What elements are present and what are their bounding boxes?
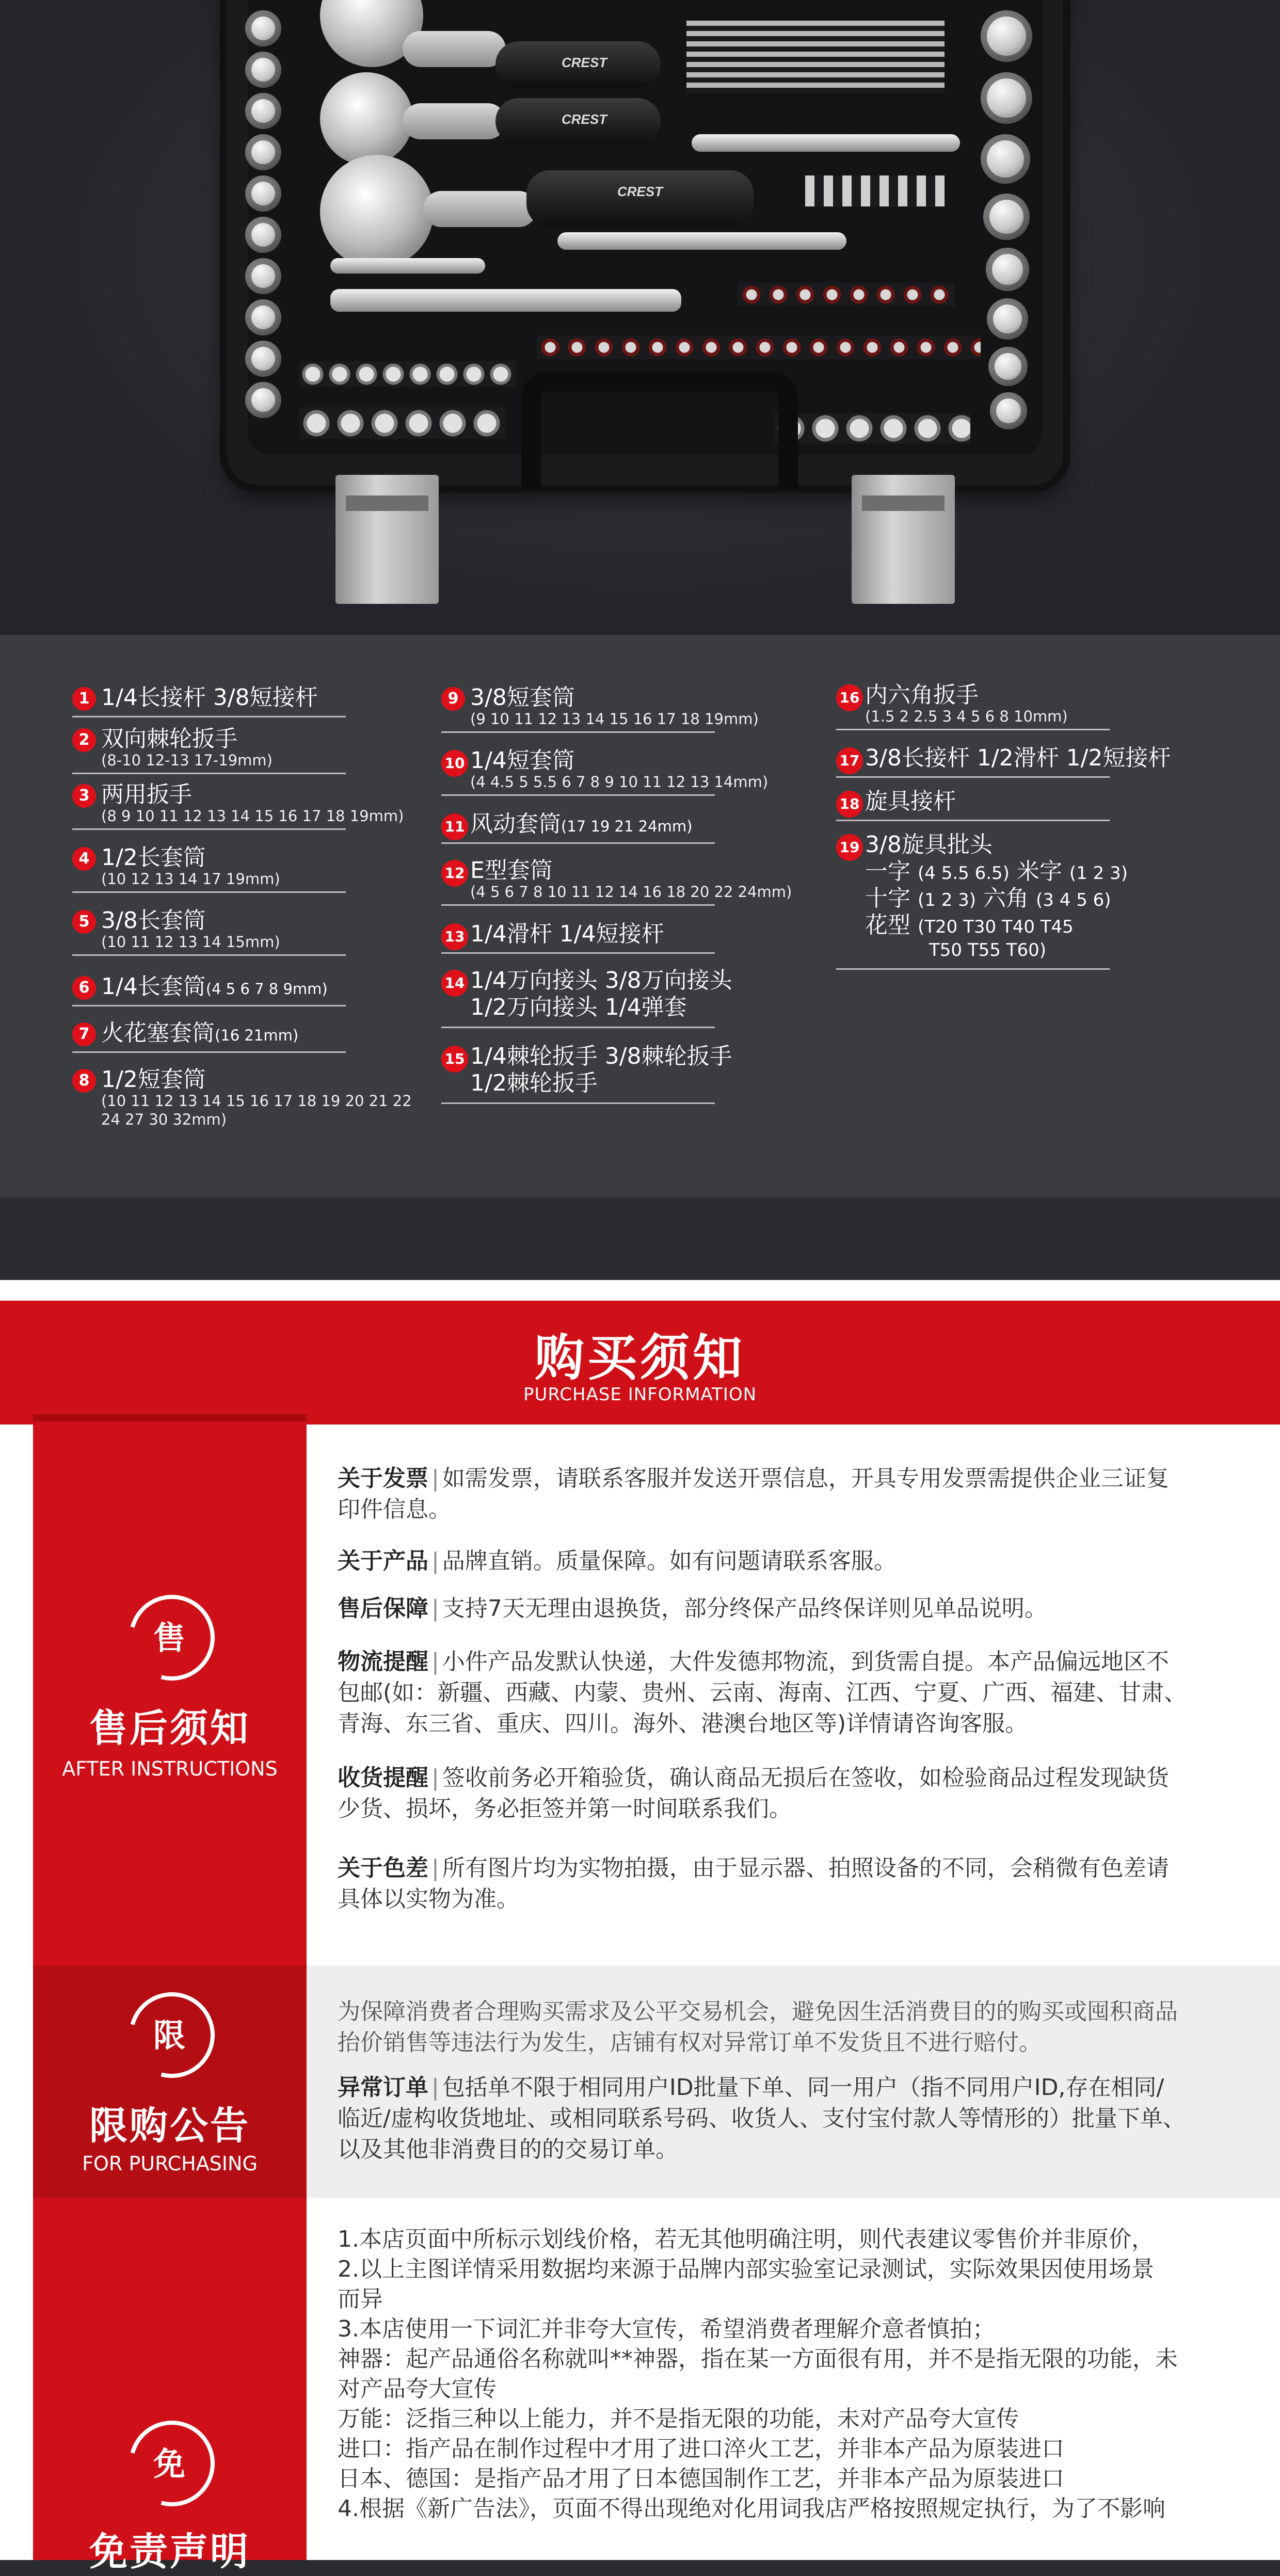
item-title: 3/8旋具批头 <box>865 831 993 858</box>
item-spec: (1.5 2 2.5 3 4 5 6 8 10mm) <box>865 708 1068 725</box>
item-title <box>470 810 692 840</box>
para-text: 支持7天无理由退换货，部分终保产品终保详则见单品说明。 <box>442 1595 1047 1622</box>
ratchet-handle <box>526 170 754 227</box>
socket-icon <box>245 175 281 212</box>
item-spec: (4 4.5 5 5.5 6 7 8 9 10 11 12 13 14mm) <box>470 773 769 791</box>
item-title: 1/2短套筒 <box>101 1066 206 1093</box>
para-label: 售后保障 <box>338 1595 428 1622</box>
after-sales-invoice: 关于发票 | 如需发票，请联系客服并发送开票信息，开具专用发票需提供企业三证复 印件信息。 <box>338 1465 1169 1523</box>
case-latch <box>335 475 439 604</box>
extension-bar <box>330 258 485 274</box>
item-number-badge: 12 <box>441 860 468 887</box>
socket-icon <box>245 93 281 129</box>
item-title: 1/4万向接头 3/8万向接头 <box>470 967 732 994</box>
after-sales-title: 售后须知 <box>89 1706 250 1751</box>
item-divider <box>72 954 346 956</box>
bit-line <box>865 858 1128 887</box>
disclaimer-line: 1.本店页面中所标示划线价格，若无其他明确注明，则代表建议零售价并非原价， <box>338 2226 1154 2252</box>
extension-bar <box>330 289 681 312</box>
after-sales-guarantee: 售后保障 | 支持7天无理由退换货，部分终保产品终保详则见单品说明。 <box>338 1595 1047 1622</box>
item-divider <box>836 729 1110 730</box>
ratchet-handle <box>495 98 661 145</box>
item-title: 内六角扳手 <box>865 682 979 708</box>
item-number-badge: 17 <box>836 747 863 774</box>
item-divider <box>441 731 715 733</box>
item-number-badge: 9 <box>441 687 465 711</box>
item-spec: (9 10 11 12 13 14 15 16 17 18 19mm) <box>470 710 759 728</box>
socket-icon <box>245 217 281 253</box>
after-sales-subtitle: AFTER INSTRUCTIONS <box>62 1757 278 1780</box>
bit-sizes: (1 2 3) <box>1069 863 1128 884</box>
item-number-badge: 16 <box>836 684 863 711</box>
para-label: 收货提醒 <box>338 1765 428 1791</box>
item-number-badge: 13 <box>441 923 468 950</box>
bit-sizes: (1 2 3) <box>918 890 977 910</box>
disclaimer-line: 神器：起产品通俗名称就叫**神器，指在某一方面很有用，并不是指无限的功能，未 <box>338 2346 1178 2372</box>
item-divider <box>72 1051 346 1053</box>
ratchet-shaft <box>423 191 537 227</box>
para-label: 关于色差 <box>338 1855 428 1881</box>
after-sales-receipt: 收货提醒 | 签收前务必开箱验货，确认商品无损后在签收，如检验商品过程发现缺货 少货、损坏，务必拒签并第一时间联系我们。 <box>338 1765 1169 1822</box>
socket-icon <box>245 382 281 418</box>
legend-bottom-strip <box>0 1197 1280 1280</box>
small-socket-row <box>299 408 506 439</box>
item-divider <box>72 1005 346 1006</box>
item-divider <box>836 820 1110 821</box>
para-label: 关于发票 <box>338 1465 428 1492</box>
disclaimer-line: 万能：泛指三种以上能力，并不是指无限的功能，未对产品夸大宣传 <box>338 2406 1019 2432</box>
limit-badge-char: 限 <box>153 2017 185 2054</box>
product-photo <box>0 0 1280 635</box>
item-title: E型套筒 <box>470 857 553 884</box>
para-text: 具体以实物为准。 <box>338 1886 519 1912</box>
purchase-limit-title: 限购公告 <box>89 2104 250 2148</box>
socket-icon <box>987 298 1028 340</box>
socket-icon <box>245 258 281 294</box>
disclaimer-badge-char: 免 <box>153 2445 185 2483</box>
para-text: 为保障消费者合理购买需求及公平交易机会，避免因生活消费目的的购买或囤积商品 <box>338 1998 1178 2025</box>
item-title: 3/8长接杆 1/2滑杆 1/2短接杆 <box>865 745 1171 771</box>
after-sales-logistics: 物流提醒 | 小件产品发默认快递，大件发德邦物流，到货需自提。本产品偏远地区不 包邮(如：新疆、西藏、内蒙、贵州、云南、海南、江西、宁夏、广西、福建、甘肃、 青海、东三省、重庆、四川。海外、港澳台地区等)详情请咨询客服。 <box>338 1649 1187 1737</box>
ratchet-head-icon <box>320 72 413 165</box>
disclaimer-line: 日本、德国：是指产品才用了日本德国制作工艺，并非本产品为原装进口 <box>338 2466 1064 2492</box>
socket-icon <box>981 10 1032 62</box>
para-label: 关于产品 <box>338 1548 428 1574</box>
item-divider <box>836 776 1110 778</box>
extension-bar <box>692 134 960 152</box>
brand-mark: CREST <box>562 55 607 70</box>
socket-icon <box>245 52 281 88</box>
item-divider <box>72 716 346 717</box>
disclaimer-line: 3.本店使用一下词汇并非夸大宣传，希望消费者理解介意者慎拍； <box>338 2316 995 2342</box>
ratchet-shaft <box>403 31 506 67</box>
disclaimer-line: 对产品夸大宣传 <box>338 2376 497 2402</box>
item-number-badge: 7 <box>72 1022 96 1046</box>
bit-type: 米字 <box>1016 858 1062 885</box>
item-divider <box>441 952 715 954</box>
disclaimer-line: 4.根据《新广告法》，页面不得出现绝对化用词我店严格按照规定执行，为了不影响 <box>338 2495 1165 2522</box>
item-title: 3/8短套筒 <box>470 684 575 711</box>
para-text: 包邮(如：新疆、西藏、内蒙、贵州、云南、海南、江西、宁夏、广西、福建、甘肃、 <box>338 1679 1187 1706</box>
item-spec: (10 12 13 14 17 19mm) <box>101 870 280 888</box>
para-label: 物流提醒 <box>338 1649 428 1675</box>
socket-icon <box>245 341 281 377</box>
item-number-badge: 5 <box>72 910 96 934</box>
disclaimer-line: 而异 <box>338 2286 383 2312</box>
disclaimer-title: 免责声明 <box>89 2530 250 2574</box>
item-title: 旋具接杆 <box>865 788 956 814</box>
item-number-badge: 4 <box>72 847 96 871</box>
para-text: 以及其他非消费目的的交易订单。 <box>338 2136 678 2163</box>
extension-bar <box>557 232 846 250</box>
item-title-line2: 1/2棘轮扳手 <box>470 1070 598 1096</box>
brand-mark: CREST <box>562 111 607 127</box>
item-divider <box>441 1102 715 1104</box>
item-number-badge: 1 <box>72 687 96 711</box>
item-title: 双向棘轮扳手 <box>101 726 237 752</box>
socket-icon <box>983 194 1030 240</box>
item-divider <box>836 968 1110 970</box>
para-text: 临近/虚构收货地址、或相同联系号码、收货人、支付宝付款人等情形的）批量下单、 <box>338 2105 1186 2132</box>
socket-icon <box>245 134 281 170</box>
after-sales-color: 关于色差 | 所有图片均为实物拍摄，由于显示器、拍照设备的不同，会稍微有色差请 具体以实物为准。 <box>338 1855 1169 1912</box>
item-number-badge: 19 <box>836 834 863 861</box>
para-text: 印件信息。 <box>338 1496 451 1523</box>
item-title <box>101 1019 298 1049</box>
item-number-badge: 3 <box>72 784 96 808</box>
para-text: 品牌直销。质量保障。如有问题请联系客服。 <box>442 1548 897 1574</box>
disclaimer-line: 进口：指产品在制作过程中才用了进口淬火工艺，并非本产品为原装进口 <box>338 2436 1064 2462</box>
case-latch <box>852 475 955 604</box>
socket-icon <box>981 72 1032 124</box>
bit-type: 六角 <box>983 885 1029 911</box>
disclaimer-line: 2.以上主图详情采用数据均来源于品牌内部实验室记录测试，实际效果因使用场景 <box>338 2256 1154 2282</box>
item-number-badge: 8 <box>72 1069 96 1093</box>
purchase-info-title: 购买须知 <box>535 1329 745 1387</box>
bit-set-icon <box>805 175 945 206</box>
item-divider <box>72 773 346 774</box>
item-divider <box>441 842 715 844</box>
item-spec: (4 5 6 7 8 10 11 12 14 16 18 20 22 24mm) <box>470 883 792 901</box>
item-title: 1/2长套筒 <box>101 844 206 871</box>
item-divider <box>441 794 715 796</box>
item-number-badge: 18 <box>836 791 863 818</box>
item-number-badge: 14 <box>441 970 468 997</box>
purchase-limit-intro <box>338 1996 1246 2058</box>
purchase-info-subtitle: PURCHASE INFORMATION <box>523 1384 757 1405</box>
brand-mark: CREST <box>617 184 663 199</box>
item-spec: (4 5 6 7 8 9mm) <box>205 980 328 998</box>
purchase-limit-subtitle: FOR PURCHASING <box>82 2152 258 2175</box>
item-spec: (10 11 12 13 14 15mm) <box>101 933 280 951</box>
item-divider <box>441 904 715 906</box>
para-text: 少货、损坏，务必拒签并第一时间联系我们。 <box>338 1796 792 1822</box>
item-number-badge: 11 <box>441 813 468 840</box>
parts-legend <box>0 635 1280 1197</box>
after-sales-product: 关于产品 | 品牌直销。质量保障。如有问题请联系客服。 <box>338 1548 897 1574</box>
item-divider <box>441 1027 715 1028</box>
item-title-text: 火花塞套筒 <box>101 1020 215 1046</box>
item-title: 1/4长接杆 3/8短接杆 <box>101 684 318 711</box>
item-title-line2: 1/2万向接头 1/4弹套 <box>470 994 687 1020</box>
after-sales-badge-char: 售 <box>153 1619 185 1657</box>
socket-icon <box>981 134 1030 184</box>
ratchet-head-icon <box>320 155 434 268</box>
bit-sizes: (T20 T30 T40 T45 <box>918 917 1074 937</box>
small-socket-row <box>738 283 955 307</box>
socket-icon <box>990 392 1027 429</box>
item-divider <box>72 891 346 893</box>
item-number-badge: 10 <box>441 750 468 777</box>
socket-icon <box>986 248 1029 291</box>
para-text: 抬价销售等违法行为发生，店铺有权对异常订单不发货且不进行赔付。 <box>338 2029 1042 2056</box>
item-number-badge: 6 <box>72 976 96 1000</box>
hex-key-set-icon <box>686 21 945 93</box>
bit-type: 一字 <box>865 858 910 885</box>
item-spec: (10 11 12 13 14 15 16 17 18 19 20 21 22 <box>101 1092 412 1110</box>
purchase-limit-abnormal-orders: 异常订单 | 包括单不限于相同用户ID批量下单、同一用户（指不同用户ID,存在相同/ 临近/虚构收货地址、或相同联系号码、收货人、支付宝付款人等情形的）批量下单、 以及其他非消费目的的交易订单。 <box>338 2074 1186 2163</box>
socket-icon <box>245 10 281 46</box>
bit-type: 十字 <box>865 885 910 911</box>
bit-sizes: (4 5.5 6.5) <box>918 863 1010 884</box>
para-text: 签收前务必开箱验货，确认商品无损后在签收，如检验商品过程发现缺货 <box>442 1765 1169 1791</box>
bit-sizes: T50 T55 T60) <box>929 940 1046 961</box>
socket-icon <box>245 299 281 335</box>
small-socket-row <box>774 413 970 444</box>
item-spec: 24 27 30 32mm) <box>101 1111 227 1128</box>
bit-type: 花型 <box>865 912 910 938</box>
item-spec: (17 19 21 24mm) <box>561 818 693 835</box>
para-text: 如需发票，请联系客服并发送开票信息，开具专用发票需提供企业三证复 <box>442 1465 1169 1492</box>
item-title: 1/4滑杆 1/4短接杆 <box>470 921 664 947</box>
item-divider <box>72 828 346 830</box>
para-label: 异常订单 <box>338 2074 428 2101</box>
item-number-badge: 15 <box>441 1046 468 1073</box>
para-text: 所有图片均为实物拍摄，由于显示器、拍照设备的不同，会稍微有色差请 <box>442 1855 1169 1881</box>
carry-handle <box>521 372 798 489</box>
item-title: 3/8长套筒 <box>101 907 206 934</box>
item-spec: (8 9 10 11 12 13 14 15 16 17 18 19mm) <box>101 807 404 825</box>
item-spec: (8-10 12-13 17-19mm) <box>101 751 273 769</box>
item-number-badge: 2 <box>72 728 96 752</box>
sidebar-tab-notch <box>33 1414 307 1421</box>
para-text: 包括单不限于相同用户ID批量下单、同一用户（指不同用户ID,存在相同/ <box>442 2074 1164 2101</box>
para-text: 小件产品发默认快递，大件发德邦物流，到货需自提。本产品偏远地区不 <box>442 1649 1169 1675</box>
item-title-text: 风动套筒 <box>470 811 561 837</box>
ratchet-shaft <box>403 103 506 139</box>
item-title: 1/4短套筒 <box>470 747 575 774</box>
bit-line <box>865 885 1111 914</box>
ratchet-handle <box>495 41 661 88</box>
bit-sizes: (3 4 5 6) <box>1036 890 1111 910</box>
item-title: 1/4棘轮扳手 3/8棘轮扳手 <box>470 1043 732 1069</box>
item-title-text: 1/4长套筒 <box>101 973 206 1000</box>
item-title: 两用扳手 <box>101 781 192 808</box>
socket-icon <box>988 347 1028 386</box>
item-spec: (16 21mm) <box>215 1027 299 1044</box>
small-socket-row <box>537 335 981 359</box>
item-title <box>101 973 328 1003</box>
small-socket-row <box>299 361 516 387</box>
disclaimer-text <box>338 2225 1246 2524</box>
para-text: 青海、东三省、重庆、四川。海外、港澳台地区等)详情请咨询客服。 <box>338 1710 1028 1737</box>
